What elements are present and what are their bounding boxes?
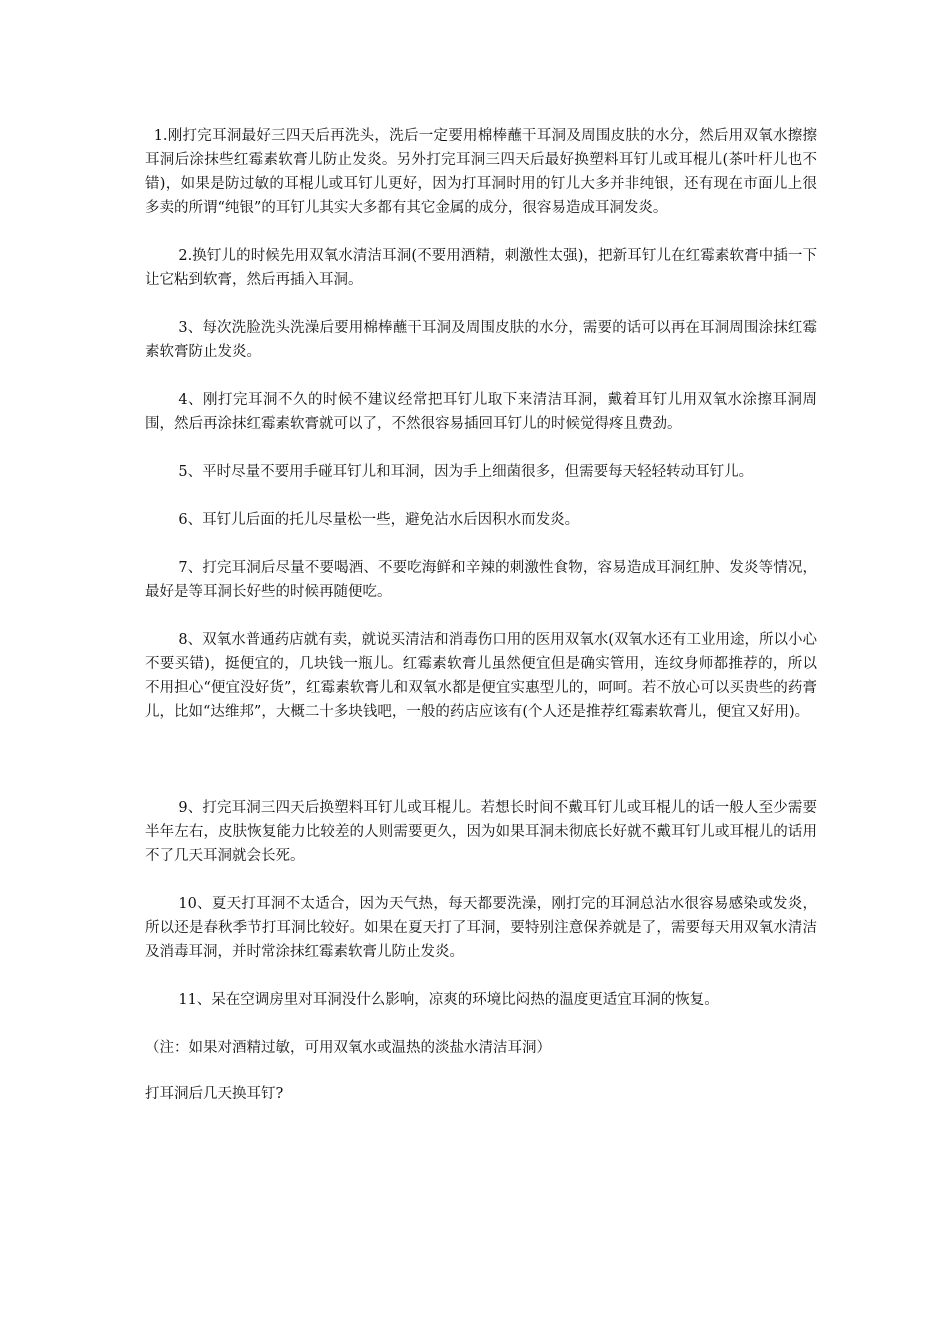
paragraph-4: 4、刚打完耳洞不久的时候不建议经常把耳钉儿取下来清洁耳洞，戴着耳钉儿用双氧水涂擦耳洞周 围，然后再涂抹红霉素软膏就可以了，不然很容易插回耳钉儿的时候觉得疼且费劲。: [145, 392, 832, 432]
paragraph-2: 2.换钉儿的时候先用双氧水清洁耳洞(不要用酒精，刺激性太强)，把新耳钉儿在红霉素软膏中插一下让它粘到软膏，然后再插入耳洞。: [145, 248, 817, 288]
paragraph-7: 7、打完耳洞后尽量不要喝酒、不要吃海鲜和辛辣的刺激性食物，容易造成耳洞红肿、发炎等情况，最好是等耳洞长好些的时候再随便吃。: [145, 560, 817, 600]
paragraph-9: 9、打完耳洞三四天后换塑料耳钉儿或耳棍儿。若想长时间不戴耳钉儿或耳棍儿的话一般人至少需要半年左右，皮肤恢复能力比较差的人则需要更久，因为如果耳洞未彻底长好就不戴耳钉儿或耳棍儿的话用不了几天耳洞就会长死。: [145, 800, 817, 864]
paragraph-5: 5、平时尽量不要用手碰耳钉儿和耳洞，因为手上细菌很多，但需要每天轻轻转动耳钉儿。: [178, 464, 754, 480]
paragraph-10: 10、夏天打耳洞不太适合，因为天气热，每天都要洗澡，刚打完的耳洞总沾水很容易感染或发炎，所以还是春秋季节打耳洞比较好。如果在夏天打了耳洞，要特别注意保养就是了，需要每天用双氧水清洁及消毒耳洞，并时常涂抹红霉素软膏儿防止发炎。: [145, 896, 817, 960]
paragraph-6: 6、耳钉儿后面的托儿尽量松一些，避免沾水后因积水而发炎。: [178, 512, 580, 528]
question-heading: 打耳洞后几天换耳钉?: [145, 1086, 284, 1102]
paragraph-11: 11、呆在空调房里对耳洞没什么影响，凉爽的环境比闷热的温度更适宜耳洞的恢复。: [178, 992, 719, 1008]
blank-gap: [145, 748, 817, 796]
document-body: [145, 124, 832, 1128]
paragraph-1: 1.刚打完耳洞最好三四天后再洗头，洗后一定要用棉棒蘸干耳洞及周围皮肤的水分，然后用双氧水擦擦耳洞后涂抹些红霉素软膏儿防止发炎。另外打完耳洞三四天后最好换塑料耳钉儿或耳棍儿(茶叶杆儿也不错)，如果是防过敏的耳棍儿或耳钉儿更好，因为打耳洞时用的钉儿大多并非纯银，还有现在市面儿上很多卖的所谓“纯银”的耳钉儿其实大多都有其它金属的成分，很容易造成耳洞发炎。: [145, 128, 817, 216]
note: （注：如果对酒精过敏，可用双氧水或温热的淡盐水清洁耳洞）: [145, 1040, 551, 1056]
paragraph-3: 3、每次洗脸洗头洗澡后要用棉棒蘸干耳洞及周围皮肤的水分，需要的话可以再在耳洞周围涂抹红霉素软膏防止发炎。: [145, 320, 817, 360]
paragraph-8: 8、双氧水普通药店就有卖，就说买清洁和消毒伤口用的医用双氧水(双氧水还有工业用途，所以小心不要买错)，挺便宜的，几块钱一瓶儿。红霉素软膏儿虽然便宜但是确实管用，连纹身师都推荐的，所以不用担心“便宜没好货”，红霉素软膏儿和双氧水都是便宜实惠型儿的，呵呵。若不放心可以买贵些的药膏儿，比如“达维邦”，大概二十多块钱吧，一般的药店应该有(个人还是推荐红霉素软膏儿，便宜又好用)。: [145, 632, 817, 720]
